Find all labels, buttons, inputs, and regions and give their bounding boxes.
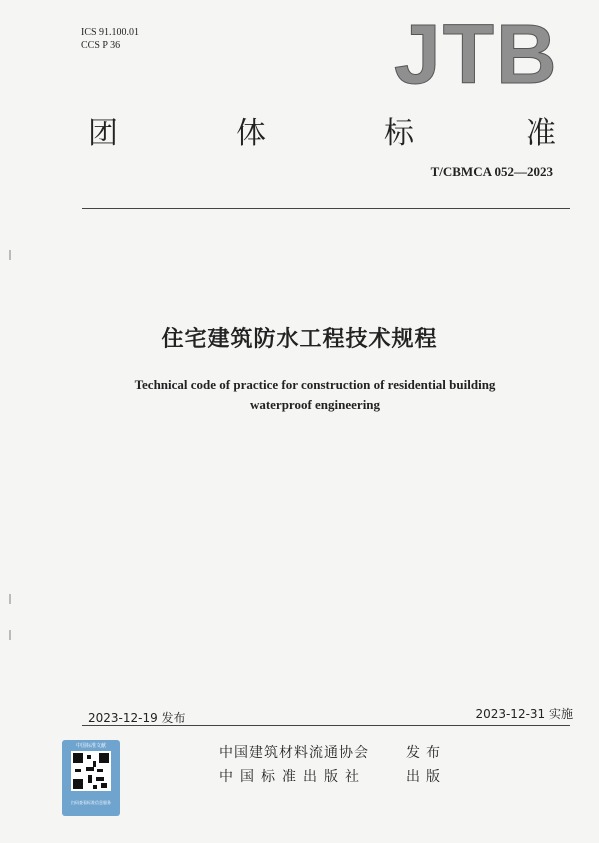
jtb-logo: JTB [394, 7, 559, 101]
standard-code: T/CBMCA 052—2023 [430, 164, 553, 179]
publish-date: 2023-12-19 发布 [88, 711, 186, 725]
implementation-date: 2023-12-31 实施 [475, 707, 573, 721]
category-char: 准 [526, 116, 556, 151]
qr-label-card [62, 740, 120, 816]
category-char: 体 [236, 116, 266, 151]
scan-mark [9, 630, 11, 640]
qr-card-note: 扫码查看标准信息服务 [71, 800, 111, 805]
issue-label: 发布 [406, 745, 446, 761]
title-english-line: Technical code of practice for construction of residential building [134, 377, 496, 392]
title-chinese: 住宅建筑防水工程技术规程 [161, 327, 438, 352]
publish-label: 出版 [406, 769, 446, 785]
category-heading [88, 108, 568, 151]
title-english [100, 375, 530, 415]
title-english-line: waterproof engineering [249, 397, 381, 412]
bottom-divider [82, 725, 570, 726]
top-divider [82, 208, 570, 209]
ics-ccs-codes [81, 26, 139, 52]
scan-mark [9, 250, 11, 260]
publishing-house: 中国标准出版社 [219, 769, 366, 785]
issuing-organization: 中国建筑材料流通协会 [219, 745, 369, 761]
qr-code-icon [71, 751, 111, 791]
qr-card-title: 中国标准文献 [75, 743, 106, 749]
ccs-code: CCS P 36 [81, 40, 121, 51]
ics-code: ICS 91.100.01 [81, 27, 140, 38]
category-char: 团 [88, 116, 118, 151]
scan-mark [9, 594, 11, 604]
category-char: 标 [384, 116, 414, 151]
